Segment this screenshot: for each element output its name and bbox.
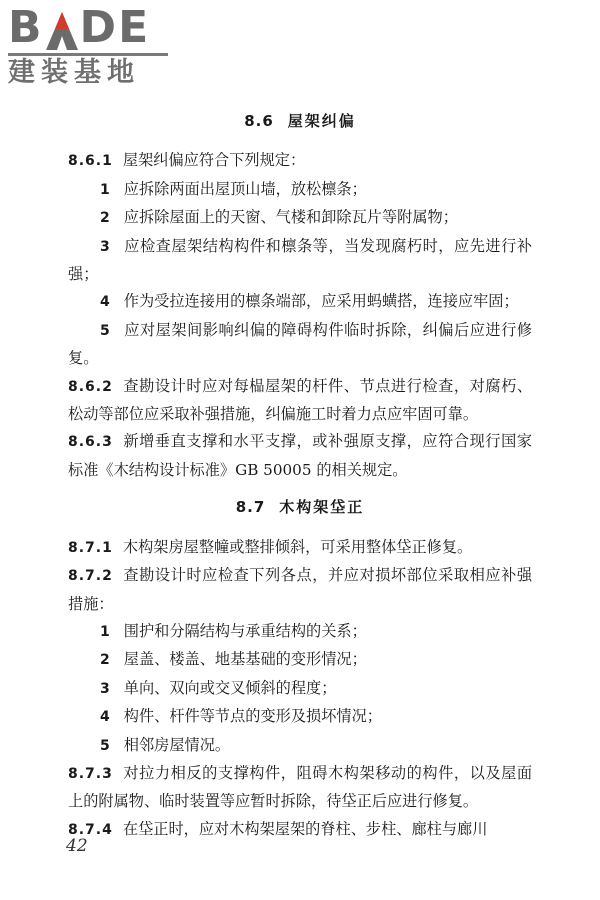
list-item (68, 317, 532, 373)
clause-number: 8.7.4 (68, 821, 113, 838)
logo-letter-b: B (8, 2, 44, 53)
item-number: 4 (100, 294, 110, 311)
item-number: 5 (100, 737, 110, 754)
logo-subtitle: 建装基地 (8, 57, 140, 88)
clause-8-7-4 (68, 816, 532, 844)
clause-text: 木构架房屋整幢或整排倾斜，可采用整体垈正修复。 (122, 537, 473, 556)
clause-number: 8.7.1 (68, 539, 113, 556)
clause-8-7-3 (68, 760, 532, 816)
list-item (68, 675, 532, 703)
clause-number: 8.6.1 (68, 153, 113, 170)
clause-8-7-1 (68, 534, 532, 562)
list-item (68, 288, 532, 316)
list-item (68, 204, 532, 232)
logo-a-triangle-icon (45, 10, 79, 50)
item-text: 应拆除屋面上的天窗、气楼和卸除瓦片等附属物； (123, 208, 458, 227)
item-text: 屋盖、楼盖、地基基础的变形情况； (123, 650, 367, 669)
list-item (68, 703, 532, 731)
section-heading-8-6 (68, 108, 532, 135)
item-number: 5 (100, 322, 110, 339)
clause-text: 查勘设计时应对每榀屋架的杆件、节点进行检查，对腐朽、松动等部位应采取补强措施，纠偏施工时着力点应牢固可靠。 (68, 376, 532, 424)
logo-divider (8, 53, 168, 56)
section-heading-8-7 (68, 494, 532, 521)
list-item (68, 732, 532, 760)
clause-8-6-3 (68, 428, 532, 484)
clause-number: 8.7.2 (68, 568, 113, 585)
logo-letter-d: D (79, 2, 119, 53)
clause-number: 8.6.2 (68, 378, 113, 395)
clause-text: 对拉力相反的支撑构件，阻碍木构架移动的构件，以及屋面上的附属物、临时装置等应暂时拆除，待垈正后应进行修复。 (68, 763, 532, 811)
list-item (68, 233, 532, 289)
item-number: 4 (100, 709, 110, 726)
item-number: 1 (100, 623, 110, 640)
list-item (68, 176, 532, 204)
list-item (68, 618, 532, 646)
clause-8-7-2 (68, 562, 532, 618)
clause-number: 8.7.3 (68, 765, 113, 782)
item-text: 应拆除两面出屋顶山墙，放松檩条； (123, 179, 367, 198)
clause-8-6-1 (68, 147, 532, 175)
clause-text: 在垈正时，应对木构架屋架的脊柱、步柱、廊柱与廊川 (122, 819, 488, 838)
section-number: 8.6 (244, 112, 274, 130)
clause-number: 8.6.3 (68, 434, 113, 451)
bade-logo (8, 2, 178, 88)
logo-wordmark (8, 2, 178, 53)
clause-text: 新增垂直支撑和水平支撑，或补强原支撑，应符合现行国家标准《木结构设计标准》GB 50005 的相关规定。 (68, 432, 532, 479)
item-number: 2 (100, 652, 110, 669)
item-number: 3 (100, 680, 110, 697)
item-text: 单向、双向或交叉倾斜的程度； (123, 678, 337, 697)
item-text: 作为受拉连接用的檩条端部，应采用蚂蟥搭，连接应牢固； (123, 292, 519, 311)
clause-text: 屋架纠偏应符合下列规定： (122, 151, 306, 170)
item-text: 相邻房屋情况。 (123, 735, 231, 754)
item-text: 围护和分隔结构与承重结构的关系； (123, 621, 367, 640)
clause-text: 查勘设计时应检查下列各点，并应对损坏部位采取相应补强措施： (68, 566, 532, 613)
item-text: 应检查屋架结构构件和檩条等，当发现腐朽时，应先进行补强； (68, 236, 532, 284)
section-title: 木构架垈正 (279, 498, 365, 517)
section-title: 屋架纠偏 (287, 112, 356, 130)
logo-letter-e: E (118, 2, 151, 53)
item-number: 3 (100, 238, 110, 255)
item-text: 应对屋架间影响纠偏的障碍构件临时拆除，纠偏后应进行修复。 (68, 320, 532, 368)
section-number: 8.7 (235, 498, 266, 517)
item-number: 2 (100, 210, 110, 227)
logo-letter-a (45, 10, 79, 50)
page-number: 42 (66, 836, 88, 856)
document-body (68, 106, 532, 844)
list-item (68, 646, 532, 674)
item-number: 1 (100, 181, 110, 198)
clause-8-6-2 (68, 373, 532, 429)
item-text: 构件、杆件等节点的变形及损坏情况； (123, 707, 382, 726)
